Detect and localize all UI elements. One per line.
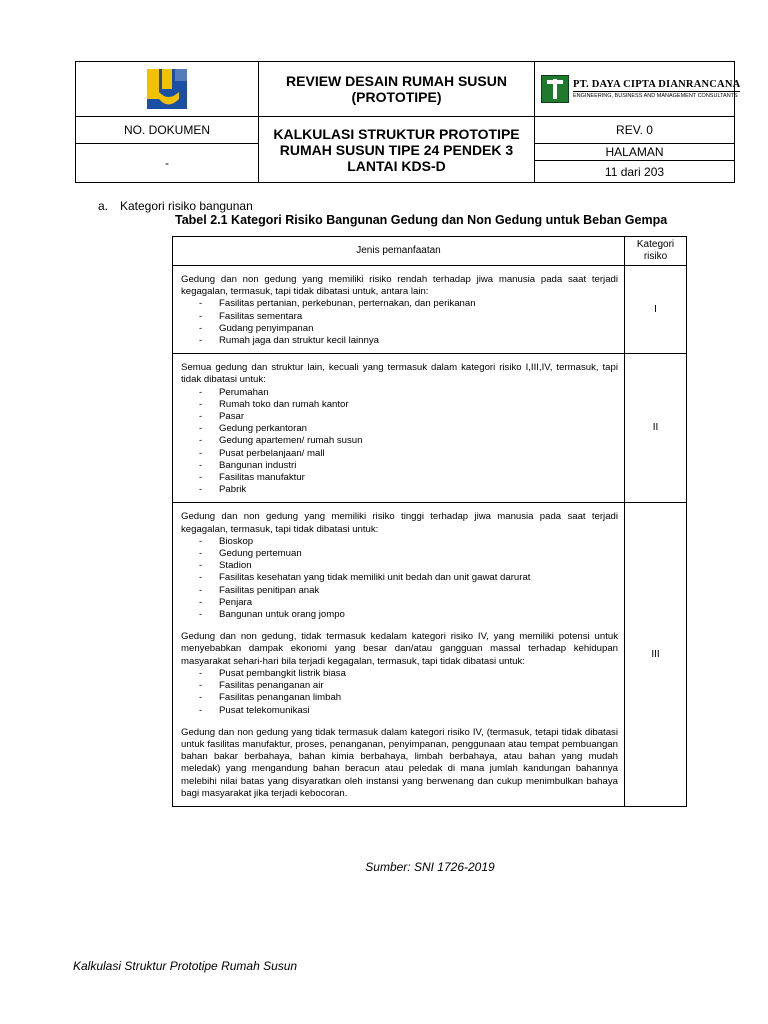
company-tagline: ENGINEERING, BUSINESS AND MANAGEMENT CONSULTANTS	[573, 91, 740, 99]
document-header	[75, 61, 741, 183]
document-title-cell	[259, 62, 535, 117]
section-heading	[98, 199, 253, 213]
list-item: - Bioskop	[199, 536, 618, 548]
usage-group	[181, 274, 618, 347]
list-item: - Pusat perbelanjaan/ mall	[199, 448, 618, 460]
column-header-category: Kategori risiko	[625, 237, 687, 266]
risk-category-value: III	[625, 503, 687, 806]
usage-list	[181, 668, 618, 717]
list-item: - Fasilitas manufaktur	[199, 472, 618, 484]
list-item: - Gedung perkantoran	[199, 423, 618, 435]
usage-description-cell	[173, 266, 625, 354]
risk-category-value: I	[625, 266, 687, 354]
list-item: - Fasilitas kesehatan yang tidak memiliki unit bedah dan unit gawat darurat	[199, 572, 618, 584]
usage-group	[181, 362, 618, 496]
list-item: - Fasilitas penitipan anak	[199, 585, 618, 597]
list-item: - Pusat telekomunikasi	[199, 705, 618, 717]
table-source: Sumber: SNI 1726-2019	[365, 860, 495, 874]
section-label: Kategori risiko bangunan	[120, 199, 253, 213]
usage-group	[181, 511, 618, 621]
revision-label: REV. 0	[535, 117, 735, 144]
calculation-title: KALKULASI STRUKTUR PROTOTIPE RUMAH SUSUN TIPE 24 PENDEK 3 LANTAI KDS-D	[273, 125, 520, 174]
usage-paragraph: Gedung dan non gedung yang memiliki risiko rendah terhadap jiwa manusia pada saat terjadi kegagalan, termasuk, tapi tidak dibatasi untuk, antara lain:	[181, 274, 618, 298]
list-item: - Gedung pertemuan	[199, 548, 618, 560]
document-title: REVIEW DESAIN RUMAH SUSUN (PROTOTIPE)	[286, 73, 507, 105]
doc-number-label: NO. DOKUMEN	[76, 117, 259, 144]
usage-group	[181, 727, 618, 800]
usage-description-cell	[173, 354, 625, 503]
list-item: - Pabrik	[199, 484, 618, 496]
list-item: - Fasilitas sementara	[199, 311, 618, 323]
list-item: - Pasar	[199, 411, 618, 423]
table-caption: Tabel 2.1 Kategori Risiko Bangunan Gedung dan Non Gedung untuk Beban Gempa	[175, 213, 668, 227]
page-footer: Kalkulasi Struktur Prototipe Rumah Susun	[73, 959, 298, 973]
page-value: 11 dari 203	[535, 161, 735, 183]
list-item: - Fasilitas pertanian, perkebunan, perternakan, dan perikanan	[199, 298, 618, 310]
usage-description-cell	[173, 503, 625, 806]
list-item: - Gudang penyimpanan	[199, 323, 618, 335]
list-item: - Bangunan untuk orang jompo	[199, 609, 618, 621]
usage-list	[181, 387, 618, 497]
usage-paragraph: Gedung dan non gedung, tidak termasuk kedalam kategori risiko IV, yang memiliki potensi untuk menyebabkan dampak ekonomi yang besar dan/atau gangguan massal terhadap kehidupan masyarakat sehari-hari bila terjadi kegagalan, termasuk, tapi tidak dibatasi untuk:	[181, 631, 618, 667]
list-item: - Stadion	[199, 560, 618, 572]
header-left-logo-cell	[76, 62, 259, 117]
usage-paragraph: Gedung dan non gedung yang tidak termasuk dalam kategori risiko IV, (termasuk, tetapi tidak dibatasi untuk fasilitas manufaktur, proses, penanganan, penyimpanan, penggunaan atau tempat pembuangan bahan bakar berbahaya, bahan kimia berbahaya, limbah berbahaya, atau bahan yang mudah meledak) yang mengandung bahan beracun atau peledak di mana jumlah kandungan bahannya melebihi nilai batas yang disyaratkan oleh instansi yang berwenang dan cukup menimbulkan bahaya bagi masyarakat jika terjadi kebocoran.	[181, 726, 618, 799]
column-header-usage: Jenis pemanfaatan	[173, 237, 625, 266]
section-marker: a.	[98, 199, 109, 213]
risk-category-value: II	[625, 354, 687, 503]
usage-group	[181, 631, 618, 716]
calc-title-cell	[259, 117, 535, 183]
list-item: - Perumahan	[199, 387, 618, 399]
usage-list	[181, 298, 618, 347]
pupr-logo-icon	[146, 68, 188, 110]
doc-number-value: -	[76, 144, 259, 183]
page-label: HALAMAN	[535, 144, 735, 161]
list-item: - Rumah jaga dan struktur kecil lainnya	[199, 335, 618, 347]
usage-paragraph: Gedung dan non gedung yang memiliki risiko tinggi terhadap jiwa manusia pada saat terjadi kegagalan, termasuk, tapi tidak dibatasi untuk:	[181, 511, 618, 535]
table-row	[173, 503, 687, 806]
list-item: - Pusat pembangkit listrik biasa	[199, 668, 618, 680]
table-row	[173, 354, 687, 503]
company-name: PT. DAYA CIPTA DIANRANCANA	[573, 79, 741, 90]
risk-category-table	[172, 236, 687, 807]
list-item: - Fasilitas penanganan limbah	[199, 692, 618, 704]
usage-paragraph: Semua gedung dan struktur lain, kecuali yang termasuk dalam kategori risiko I,III,IV, termasuk, tapi tidak dibatasi untuk:	[181, 362, 618, 386]
dcd-logo-icon	[541, 75, 569, 103]
usage-list	[181, 536, 618, 621]
table-row	[173, 266, 687, 354]
list-item: - Penjara	[199, 597, 618, 609]
list-item: - Gedung apartemen/ rumah susun	[199, 435, 618, 447]
risk-table-body	[173, 266, 687, 807]
header-right-logo-cell	[535, 62, 741, 117]
list-item: - Bangunan industri	[199, 460, 618, 472]
list-item: - Rumah toko dan rumah kantor	[199, 399, 618, 411]
list-item: - Fasilitas penanganan air	[199, 680, 618, 692]
